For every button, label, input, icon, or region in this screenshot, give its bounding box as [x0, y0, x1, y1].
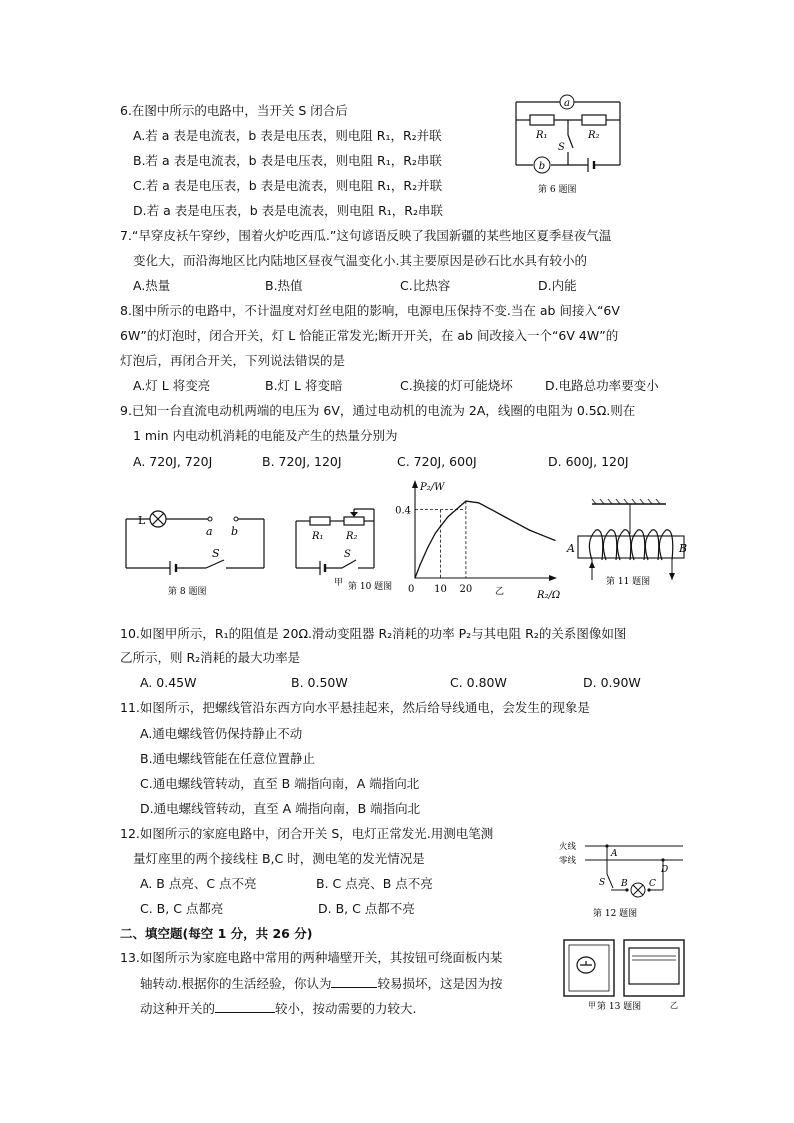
q9-line-1: 9.已知一台直流电动机两端的电压为 6V，通过电动机的电流为 2A，线圈的电阻为 0.5Ω.则在 — [120, 403, 636, 418]
q13-line-2-a: 轴转动.根据你的生活经验，你认为 — [140, 976, 332, 991]
chart-point — [414, 577, 415, 578]
chart-point — [435, 532, 436, 533]
q6-switch-label: S — [558, 142, 565, 153]
q10-option-d: D. 0.90W — [583, 675, 641, 690]
q8-line-1: 8.图中所示的电路中，不计温度对灯丝电阻的影响，电源电压保持不变.当在 ab 间接入“6V — [120, 303, 620, 318]
q10-r1-label: R₁ — [312, 531, 324, 542]
q8-option-a: A.灯 L 将变亮 — [133, 378, 211, 393]
q11-option-b: B.通电螺线管能在任意位置静止 — [140, 751, 316, 766]
q6-stem: 6.在图中所示的电路中，当开关 S 闭合后 — [120, 103, 348, 118]
q6-caption: 第 6 题图 — [538, 185, 577, 195]
current-out-arrow-icon — [669, 573, 675, 580]
chart-x-tick-10: 10 — [434, 584, 447, 595]
q13-line-3 — [140, 1000, 417, 1017]
chart-xlabel: R₂/Ω — [537, 590, 561, 601]
q7-option-d: D.内能 — [538, 278, 577, 293]
q11-option-d: D.通电螺线管转动，直至 A 端指向南，B 端指向北 — [140, 801, 421, 816]
chart-point — [491, 509, 492, 510]
q8-line-2: 6W”的灯泡时，闭合开关，灯 L 恰能正常发光;断开开关，在 ab 间改接入一个“6V 4W”的 — [120, 328, 619, 343]
q10-switch-label: S — [344, 549, 351, 560]
q8-option-d: D.电路总功率要变小 — [545, 378, 659, 393]
q11-option-a: A.通电螺线管仍保持静止不动 — [140, 726, 303, 741]
chart-ylabel: P₂/W — [420, 482, 445, 493]
q6-option-c: C.若 a 表是电压表，b 表是电流表，则电阻 R₁，R₂并联 — [133, 178, 443, 193]
chart-point — [447, 516, 448, 517]
q12-option-a: A. B 点亮、C 点不亮 — [140, 876, 257, 891]
q13-caption: 第 13 题图 — [597, 1002, 642, 1012]
q12-caption: 第 12 题图 — [593, 909, 638, 919]
q10-option-b: B. 0.50W — [291, 675, 348, 690]
q7-line-1: 7.“早穿皮袄午穿纱，围着火炉吃西瓜.”这句谚语反映了我国新疆的某些地区夏季昼夜气温 — [120, 228, 612, 243]
q10-circuit-figure — [290, 505, 410, 600]
chart-point — [427, 547, 428, 548]
q10-power-chart — [395, 478, 565, 603]
q10-option-a: A. 0.45W — [140, 675, 197, 690]
q12-option-b: B. C 点亮、B 点不亮 — [316, 876, 433, 891]
chart-point — [529, 530, 530, 531]
q10-line-1: 10.如图甲所示，R₁的阻值是 20Ω.滑动变阻器 R₂消耗的功率 P₂与其电阻 R₂的关系图像如图 — [120, 626, 627, 641]
q10-jia-label: 甲 — [334, 578, 344, 588]
q12-live-wire-label: 火线 — [559, 842, 577, 852]
q13-line-1: 13.如图所示为家庭电路中常用的两种墙壁开关，其按钮可绕面板内某 — [120, 950, 503, 965]
q7-option-b: B.热值 — [265, 278, 303, 293]
q6-meter-b-label: b — [538, 161, 546, 172]
q6-option-d: D.若 a 表是电压表，b 表是电流表，则电阻 R₁，R₂串联 — [133, 203, 443, 218]
q12-a-label: A — [611, 849, 618, 859]
chart-point — [478, 502, 479, 503]
q6-meter-a-label: a — [564, 98, 570, 109]
chart-series-line — [415, 501, 555, 578]
q8-line-3: 灯泡后，再闭合开关，下列说法错误的是 — [120, 353, 346, 368]
q10-caption: 第 10 题图 — [348, 582, 393, 592]
current-in-arrow-icon — [589, 561, 595, 568]
q6-option-b: B.若 a 表是电流表，b 表是电压表，则电阻 R₁，R₂串联 — [133, 153, 442, 168]
q11-option-c: C.通电螺线管转动，直至 B 端指向南，A 端指向北 — [140, 776, 420, 791]
q12-neutral-wire-label: 零线 — [559, 856, 577, 866]
q8-a-label: a — [206, 525, 213, 538]
q11-solenoid-figure — [562, 498, 692, 593]
chart-origin-label: 0 — [408, 584, 415, 595]
q13-blank-2[interactable] — [215, 1000, 275, 1013]
q12-b-label: B — [621, 879, 628, 889]
q13-line-3-a: 动这种开关的 — [140, 1001, 216, 1016]
q9-option-b: B. 720J, 120J — [262, 454, 342, 469]
chart-panel-label: 乙 — [495, 587, 505, 597]
q13-jia-label: 甲 — [588, 1001, 596, 1010]
q7-option-c: C.比热容 — [400, 278, 451, 293]
chart-point — [440, 526, 441, 527]
q12-option-c: C. B, C 点都亮 — [140, 901, 224, 916]
chart-point — [542, 535, 543, 536]
q6-r2-label: R₂ — [588, 130, 600, 141]
q13-line-2 — [140, 975, 503, 992]
q13-line-3-b: 较小，按动需要的力较大. — [275, 1001, 417, 1016]
section-fill-in-title: 二、填空题(每空 1 分，共 26 分) — [120, 926, 313, 941]
q9-option-d: D. 600J, 120J — [548, 454, 629, 469]
q9-option-c: C. 720J, 600J — [397, 454, 477, 469]
q11-caption: 第 11 题图 — [606, 577, 651, 587]
q6-r1-label: R₁ — [536, 130, 548, 141]
chart-x-tick-20: 20 — [459, 584, 473, 595]
chart-point — [455, 509, 456, 510]
q9-line-2: 1 min 内电动机消耗的电能及产生的热量分别为 — [133, 428, 398, 443]
q13-blank-1[interactable] — [331, 975, 377, 988]
q8-option-c: C.换接的灯可能烧坏 — [400, 378, 513, 393]
chart-point — [419, 564, 420, 565]
chart-point — [503, 516, 504, 517]
q8-b-label: b — [231, 525, 239, 538]
q6-option-a: A.若 a 表是电流表，b 表是电压表，则电阻 R₁，R₂并联 — [133, 128, 442, 143]
q12-line-2: 量灯座里的两个接线柱 B,C 时，测电笔的发光情况是 — [133, 851, 425, 866]
q10-r2-label: R₂ — [346, 531, 358, 542]
y-axis-arrow-icon — [412, 480, 418, 488]
q12-home-circuit-figure — [557, 836, 687, 926]
q7-option-a: A.热量 — [133, 278, 171, 293]
q12-s-label: S — [599, 878, 606, 888]
q8-switch-label: S — [212, 547, 220, 560]
chart-point — [554, 540, 555, 541]
q12-line-1: 12.如图所示的家庭电路中，闭合开关 S，电灯正常发光.用测电笔测 — [120, 826, 494, 841]
q9-option-a: A. 720J, 720J — [133, 454, 213, 469]
q13-line-2-b: 较易损坏，这是因为按 — [377, 976, 503, 991]
q8-option-b: B.灯 L 将变暗 — [265, 378, 343, 393]
q10-option-c: C. 0.80W — [450, 675, 507, 690]
chart-y-tick-0.4: 0.4 — [395, 505, 411, 517]
q11-stem: 11.如图所示，把螺线管沿东西方向水平悬挂起来，然后给导线通电，会发生的现象是 — [120, 700, 590, 715]
switch-jia-plate — [564, 940, 614, 996]
q8-lamp-label: L — [138, 514, 146, 527]
chart-point — [465, 500, 466, 501]
q7-line-2: 变化大，而沿海地区比内陆地区昼夜气温变化小.其主要原因是砂石比水具有较小的 — [133, 253, 587, 268]
x-axis-arrow-icon — [549, 575, 557, 581]
q12-c-label: C — [649, 879, 656, 889]
q13-switch-figure — [560, 936, 690, 1016]
chart-point — [516, 523, 517, 524]
q12-option-d: D. B, C 点都不亮 — [318, 901, 415, 916]
q12-d-label: D — [661, 865, 669, 875]
q8-circuit-figure — [120, 505, 270, 600]
q11-a-label: A — [567, 542, 575, 555]
q10-line-2: 乙所示，则 R₂消耗的最大功率是 — [120, 650, 301, 665]
q13-yi-label: 乙 — [670, 1001, 678, 1010]
q8-caption: 第 8 题图 — [168, 587, 207, 597]
q6-circuit-figure — [508, 90, 638, 202]
q11-b-label: B — [679, 542, 688, 555]
